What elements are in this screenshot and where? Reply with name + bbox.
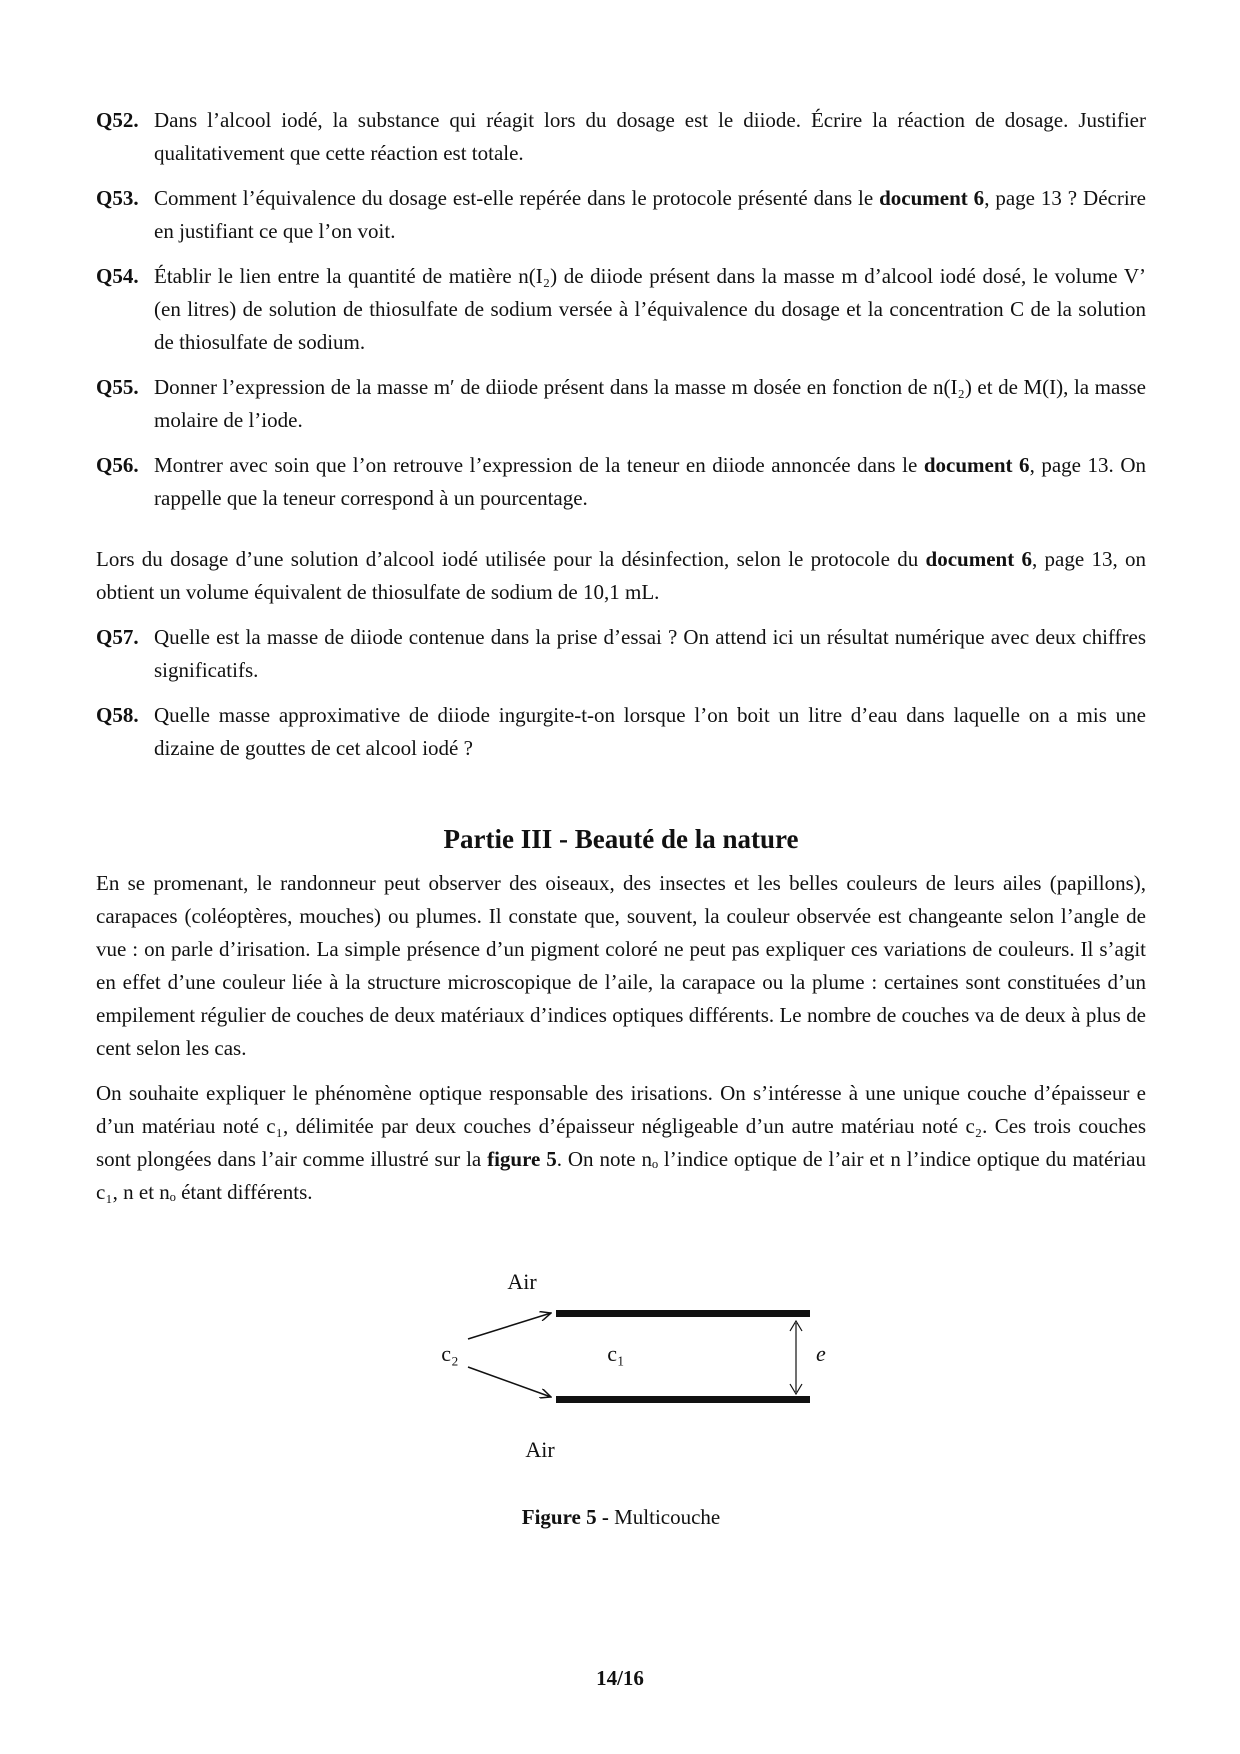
layer-c2-top — [556, 1310, 810, 1317]
label-air-bottom: Air — [525, 1437, 555, 1462]
document-reference: document 6 — [879, 186, 985, 210]
question-q56 — [96, 449, 1146, 515]
question-label: Q52. — [96, 108, 139, 132]
question-text-pre: Montrer avec soin que l’on retrouve l’expression de la teneur en diiode annoncée dans le — [154, 453, 924, 477]
question-q52 — [96, 104, 1146, 170]
question-text — [154, 182, 1146, 248]
question-text: Quelle masse approximative de diiode ingurgite-t-on lorsque l’on boit un litre d’eau dans laquelle on a mis une dizaine de gouttes de cet alcool iodé ? — [154, 703, 1146, 760]
label-c2: c₂ — [441, 1341, 459, 1366]
question-text: Donner l’expression de la masse m′ de diiode présent dans la masse m dosée en fonction de n(I₂) et de M(I), la masse molaire de l’iode. — [154, 375, 1146, 432]
question-q57 — [96, 621, 1146, 687]
figure-caption-label: Figure 5 - — [521, 1505, 615, 1529]
layer-c2-bottom — [556, 1396, 810, 1403]
figure-caption — [96, 1501, 1146, 1534]
paragraph-text-post: . On note nₒ l’indice optique de l’air et n l’indice optique du matériau c₁, n et nₒ étant différents. — [96, 1147, 1146, 1204]
question-label: Q53. — [96, 186, 139, 210]
paragraph-multilayer — [96, 1077, 1146, 1209]
figure-5 — [96, 1239, 1146, 1549]
question-text-pre: Comment l’équivalence du dosage est-elle repérée dans le protocole présenté dans le — [154, 186, 880, 210]
intro-text-post: , page 13, on obtient un volume équivalent de thiosulfate de sodium de 10,1 mL. — [96, 547, 1146, 604]
question-q55 — [96, 371, 1146, 437]
question-text: Quelle est la masse de diiode contenue dans la prise d’essai ? On attend ici un résultat numérique avec deux chiffres significatifs. — [154, 625, 1146, 682]
question-label: Q54. — [96, 264, 139, 288]
question-q54 — [96, 260, 1146, 359]
question-text-post: , page 13. On rappelle que la teneur correspond à un pourcentage. — [154, 453, 1146, 510]
paragraph-irisation: En se promenant, le randonneur peut observer des oiseaux, des insectes et les belles couleurs de leurs ailes (papillons), carapaces (coléoptères, mouches) ou plumes. Il constate que, souvent, la couleur observée est changeante selon l’angle de vue : on parle d’irisation. La simple présence d’un pigment coloré ne peut pas expliquer ces variations de couleurs. Il s’agit en effet d’une couleur liée à la structure microscopique de l’aile, la carapace ou la plume : certaines sont constituées d’un empilement régulier de couches de deux matériaux d’indices optiques différents. Le nombre de couches va de deux à plus de cent selon les cas. — [96, 871, 1146, 1060]
document-reference: document 6 — [925, 547, 1032, 571]
question-text: Dans l’alcool iodé, la substance qui réagit lors du dosage est le diiode. Écrire la réaction de dosage. Justifier qualitativement que cette réaction est totale. — [154, 108, 1146, 165]
question-label: Q57. — [96, 625, 139, 649]
question-q58 — [96, 699, 1146, 765]
questions-group-b — [96, 621, 1146, 765]
figure-reference: figure 5 — [487, 1147, 557, 1171]
page-content — [96, 104, 1146, 1549]
arrow-to-top-layer — [468, 1313, 551, 1339]
intro-paragraph — [96, 543, 1146, 609]
question-text — [154, 449, 1146, 515]
label-thickness-e: e — [816, 1341, 826, 1366]
paragraph-text-pre: On souhaite expliquer le phénomène optique responsable des irisations. On s’intéresse à une unique couche d’épaisseur e d’un matériau noté c₁, délimitée par deux couches d’épaisseur négligeable d’un autre matériau noté c₂. Ces trois couches sont plongées dans l’air comme illustré sur la — [96, 1081, 1146, 1171]
label-c1: c₁ — [607, 1341, 625, 1366]
question-label: Q55. — [96, 375, 139, 399]
question-label: Q56. — [96, 453, 139, 477]
question-text: Établir le lien entre la quantité de matière n(I₂) de diiode présent dans la masse m d’alcool iodé dosé, le volume V’ (en litres) de solution de thiosulfate de sodium versée à l’équivalence du dosage et la concentration C de la solution de thiosulfate de sodium. — [154, 264, 1146, 354]
question-q53 — [96, 182, 1146, 248]
multilayer-diagram — [96, 1239, 1146, 1499]
question-text-post: , page 13 ? Décrire en justifiant ce que l’on voit. — [154, 186, 1146, 243]
questions-group-a — [96, 104, 1146, 515]
label-air-top: Air — [507, 1269, 537, 1294]
section-title: Partie III - Beauté de la nature — [443, 824, 799, 854]
figure-caption-text: Multicouche — [614, 1505, 721, 1529]
document-reference: document 6 — [923, 453, 1030, 477]
arrow-to-bottom-layer — [468, 1367, 551, 1397]
question-label: Q58. — [96, 703, 139, 727]
intro-text-pre: Lors du dosage d’une solution d’alcool iodé utilisée pour la désinfection, selon le protocole du — [96, 547, 926, 571]
page-number: 14/16 — [596, 1666, 644, 1690]
